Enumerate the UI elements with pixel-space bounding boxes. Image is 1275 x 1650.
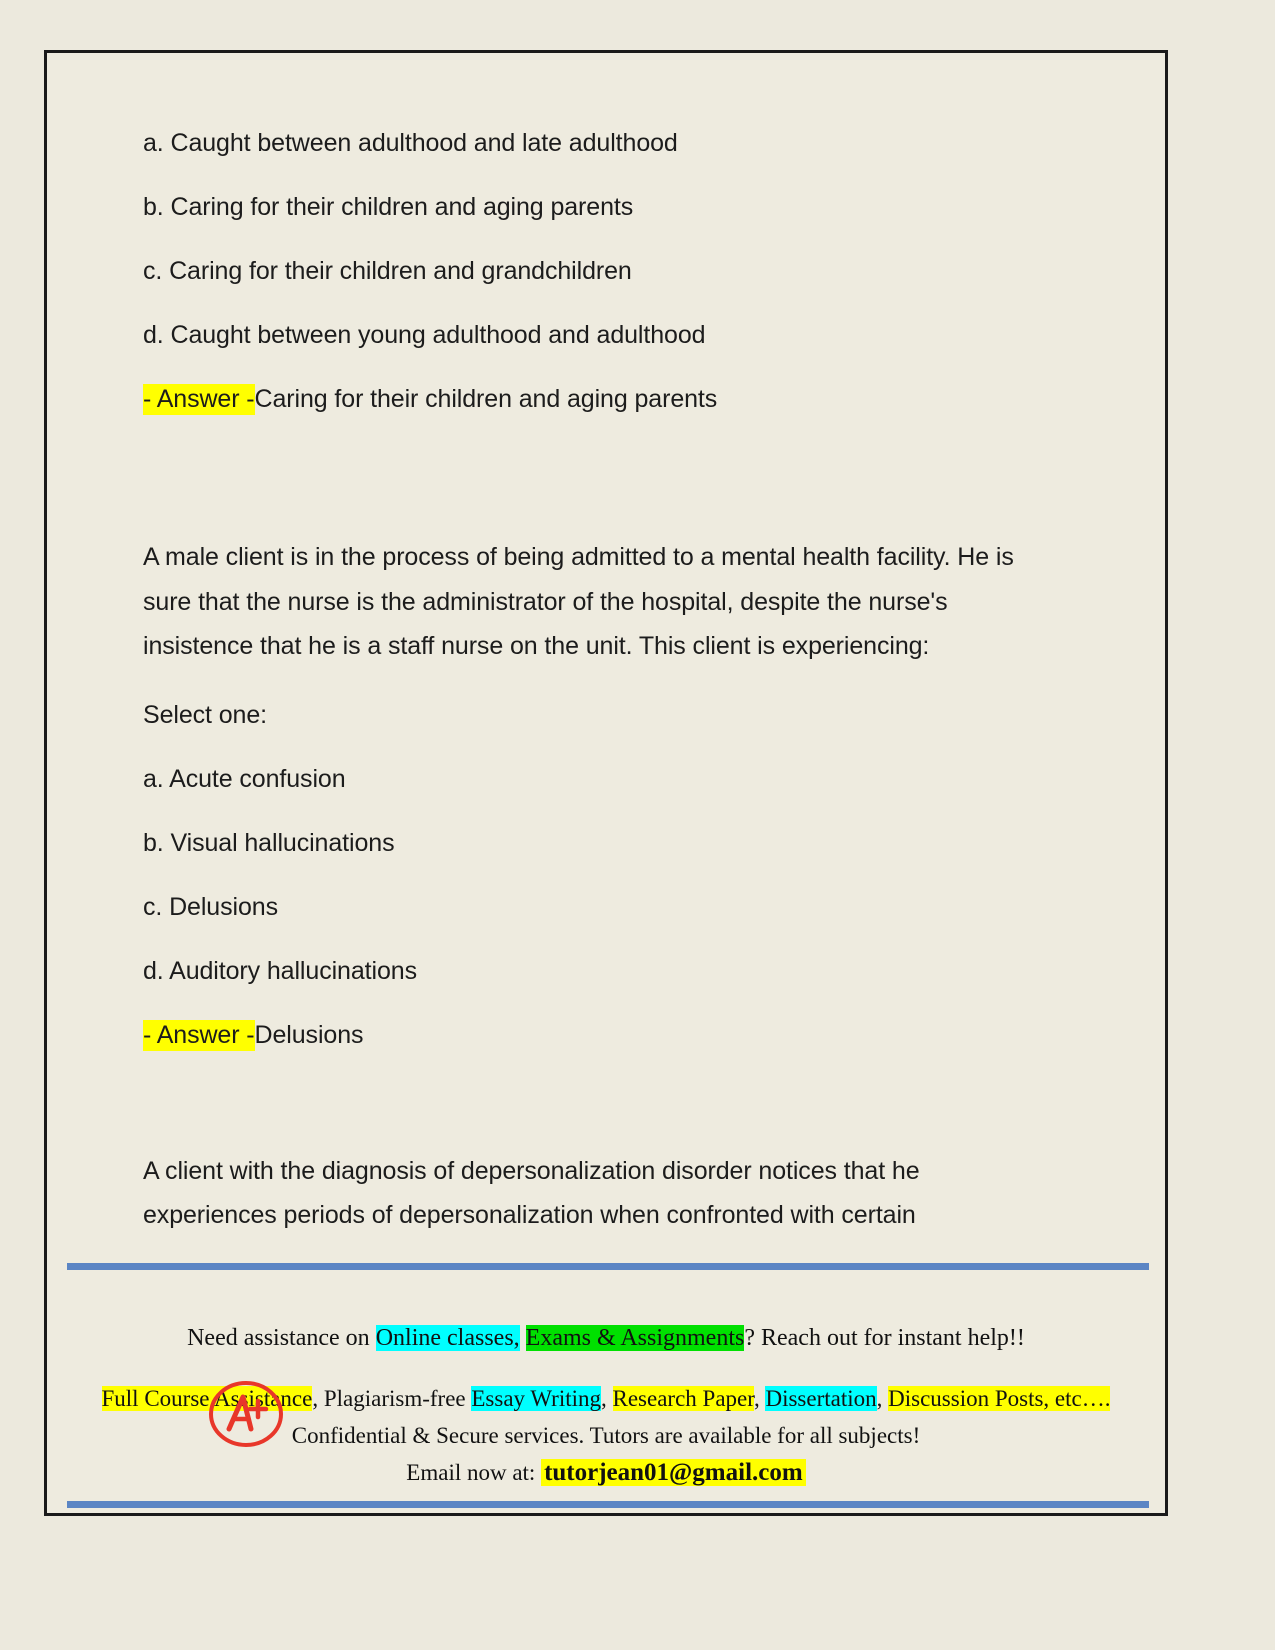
q2-option-a: a. Acute confusion (143, 764, 346, 793)
footer-email-label: Email now at: (406, 1460, 542, 1485)
footer-mid-4: , (876, 1386, 889, 1411)
footer-email-address[interactable]: tutorjean01@gmail.com (541, 1459, 806, 1486)
q2-option-d: d. Auditory hallucinations (143, 956, 417, 985)
footer-dissertation: Dissertation (765, 1386, 877, 1411)
footer-online-classes: Online classes, (375, 1325, 520, 1351)
footer-confidential-line: Confidential & Secure services. Tutors are available for all subjects! (291, 1423, 921, 1448)
footer-text-reach: ? Reach out for instant help!! (744, 1325, 1025, 1351)
q2-answer-text: Delusions (254, 1020, 364, 1049)
q1-answer-marker: - Answer - (143, 385, 255, 413)
footer-sep-1 (520, 1325, 526, 1351)
spacer-2 (143, 669, 1073, 703)
q3-stem: A client with the diagnosis of depersonalization disorder notices that he experiences periods of depersonalization when confronted with certain (143, 1156, 920, 1229)
footer-discussion-posts: Discussion Posts, etc…. (888, 1386, 1111, 1411)
q1-option-b: b. Caring for their children and aging parents (143, 193, 634, 221)
document-page (44, 50, 1168, 1516)
q2-stem: A male client is in the process of being admitted to a mental health facility. He is sure that the nurse is the administrator of the hospital, despite the nurse's insistence that he is a staff nurse on the unit. This client is experiencing: (143, 543, 1014, 660)
footer-research-paper: Research Paper (612, 1386, 754, 1411)
footer-email-line (47, 1459, 1165, 1487)
q2-answer-marker: - Answer - (143, 1020, 255, 1049)
q2-option-b: b. Visual hallucinations (143, 828, 395, 857)
q1-option-d: d. Caught between young adulthood and adulthood (143, 321, 706, 349)
document-content (143, 131, 1073, 1238)
footer-divider-top (67, 1263, 1149, 1270)
q2-answer-line (143, 1020, 1073, 1049)
q2-option-c: c. Delusions (143, 892, 278, 921)
footer-mid-1: , Plagiarism-free (312, 1386, 472, 1411)
footer-essay-writing: Essay Writing (471, 1386, 601, 1411)
footer-mid-2: , (601, 1386, 613, 1411)
footer-assistance-line (47, 1325, 1165, 1352)
spacer-3 (143, 1087, 1073, 1149)
footer-text-need: Need assistance on (187, 1325, 376, 1351)
q1-option-a: a. Caught between adulthood and late adulthood (143, 129, 678, 157)
q1-answer-text: Caring for their children and aging parents (254, 385, 718, 413)
q2-select-one-label: Select one: (143, 700, 267, 729)
footer-mid-3: , (753, 1386, 766, 1411)
q1-answer-line (143, 387, 1073, 412)
q1-option-c: c. Caring for their children and grandchildren (143, 257, 632, 285)
spacer-1 (143, 451, 1073, 535)
footer-divider-bottom (67, 1501, 1149, 1508)
promo-footer (47, 1263, 1165, 1513)
footer-full-course-assistance: Full Course Assistance (101, 1386, 313, 1411)
footer-exams-assignments: Exams & Assignments (525, 1325, 745, 1351)
